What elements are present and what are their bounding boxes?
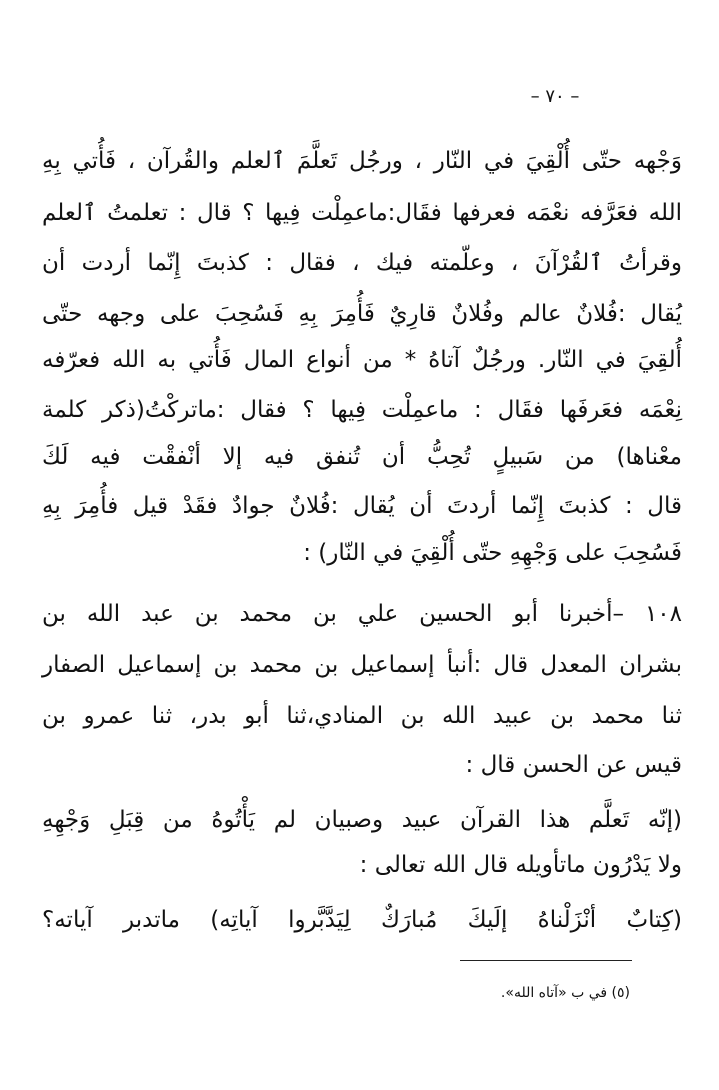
- body-line: ولا يَدْرُون ماتأويله قال الله تعالى :: [359, 852, 682, 878]
- footnote-divider: [460, 960, 632, 961]
- hadith-108-line: ١٠٨ –أخبرنا أبو الحسين علي بن محمد بن عبد الله بن: [42, 601, 682, 627]
- body-line: (إنّه تَعلَّم هذا القرآن عبيد وصبيان لم يَأْتُوهُ من قِبَلِ وَجْهِهِ: [42, 807, 682, 833]
- body-line: معْناها) من سَبيلٍ تُحِبُّ أن تُنفق فيه إلا أنْفقْت فيه لَكَ: [42, 444, 682, 470]
- body-line: فَسُحِبَ على وَجْهِهِ حتّى أُلْقِيَ في النّار) :: [303, 540, 682, 566]
- body-line: وَجْهه حتّى أُلْقِيَ في النّار ، ورجُل تَعلَّمَ ٱلعلم والقُرآن ، فَأُتي بِهِ: [42, 148, 682, 174]
- body-line: بشران المعدل قال :أنبأ إسماعيل بن محمد بن إسماعيل الصفار: [42, 652, 682, 678]
- body-line: يُقال :فُلانٌ عالم وفُلانٌ قارِيٌ فَأُمِرَ بِهِ فَسُحِبَ على وجهه حتّى: [42, 301, 682, 327]
- footnote: (٥) في ب «آتاه الله».: [500, 985, 630, 1001]
- body-line: أُلقِيَ في النّار. ورجُلٌ آتاهُ * من أنواع المال فَأُتي به الله فعرّفه: [42, 347, 682, 373]
- body-line: قال : كذبتَ إِنّما أردتَ أن يُقال :فُلانٌ جوادٌ فقَدْ قيل فأُمِرَ بِهِ: [42, 493, 682, 519]
- body-line: نِعْمَه فعَرفَها فقَال : ماعمِلْت فِيها ؟ فقال :ماتركْتُ(ذكر كلمة: [42, 397, 682, 423]
- quran-quote-line: (كِتابٌ أنْزَلْناهُ إلَيكَ مُبارَكٌ لِيَدَّبَّروا آياتِه) ماتدبر آياته؟: [42, 907, 682, 933]
- body-line: الله فعَرَّفه نعْمَه فعرفها فقَال:ماعمِلْت فِيها ؟ قال : تعلمتُ ٱلعلم: [42, 200, 682, 226]
- page-number: – ٧٠ –: [530, 86, 580, 107]
- body-line: وقرأتُ ٱلقُرْآنَ ، وعلّمته فيك ، فقال : كذبتَ إِنّما أردت أن: [42, 250, 682, 276]
- body-line: ثنا محمد بن عبيد الله بن المنادي،ثنا أبو بدر، ثنا عمرو بن: [42, 703, 682, 729]
- body-line: قيس عن الحسن قال :: [465, 752, 682, 778]
